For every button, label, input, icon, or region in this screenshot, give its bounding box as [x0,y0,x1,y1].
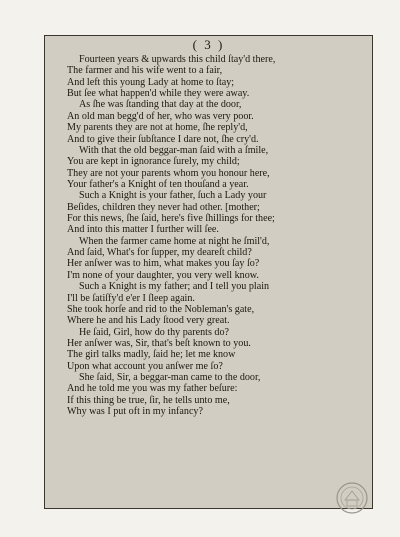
verse-line: If this thing be true, ſir, he tells unto me, [67,394,230,406]
poem-text [67,54,367,418]
verse-line: The girl talks madly, ſaid he; let me know [67,349,236,361]
verse-line: The farmer and his wife went to a fair, [67,65,223,77]
verse-line: I'm none of your daughter, you very well know. [67,269,259,281]
verse-line: Such a Knight is your father, ſuch a Lady your [79,190,267,202]
verse-line: With that the old beggar-man ſaid with a ſmile, [79,144,269,156]
verse-line: She ſaid, Sir, a beggar-man came to the door, [79,372,261,384]
verse-line: As ſhe was ſtanding that day at the door, [79,99,242,111]
verse-line: He ſaid, Girl, how do thy parents do? [79,326,229,338]
verse-line: Fourteen years & upwards this child ſtay'd there, [79,54,276,65]
verse-line: She took horſe and rid to the Nobleman's gate, [67,303,255,315]
verse-line: Why was I put oft in my infancy? [67,406,203,418]
book-page [44,35,373,509]
verse-line: Such a Knight is my father; and I tell you plain [79,281,270,293]
verse-line: And into this matter I further will ſee. [67,224,219,236]
verse-line: But ſee what happen'd while they were away. [67,88,250,100]
verse-line: My parents they are not at home, ſhe reply'd, [67,122,248,134]
verse-line: And he told me you was my father beſure: [67,383,238,395]
verse-line: An old man begg'd of her, who was very poor. [67,110,254,122]
verse-line: I'll be ſatiſfy'd e'er I ſleep again. [67,292,195,304]
verse-line: Her anſwer was, Sir, that's beſt known to you. [67,337,251,349]
verse-line: And left this young Lady at home to ſtay; [67,76,235,88]
library-stamp [335,481,369,515]
verse-line: Where he and his Lady ſtood very great. [67,315,230,327]
verse-line: Beſides, children they never had other. [mother; [67,201,260,213]
verse-line: For this news, ſhe ſaid, here's five ſhillings for thee; [67,213,275,225]
verse-line: Upon what account you anſwer me ſo? [67,360,223,372]
verse-line: Her anſwer was to him, what makes you ſay ſo? [67,258,260,270]
verse-line: And to give their ſubſtance I dare not, ſhe cry'd. [67,133,259,145]
verse-line: When the farmer came home at night he ſmil'd, [79,235,270,247]
verse-line: They are not your parents whom you honour here, [67,167,270,179]
verse-line: And ſaid, What's for ſupper, my deareſt child? [67,247,252,259]
verse-line: Your father's a Knight of ten thouſand a year. [67,178,249,190]
page-number: ( 3 ) [192,37,225,52]
verse-line: You are kept in ignorance ſurely, my child; [67,156,240,168]
